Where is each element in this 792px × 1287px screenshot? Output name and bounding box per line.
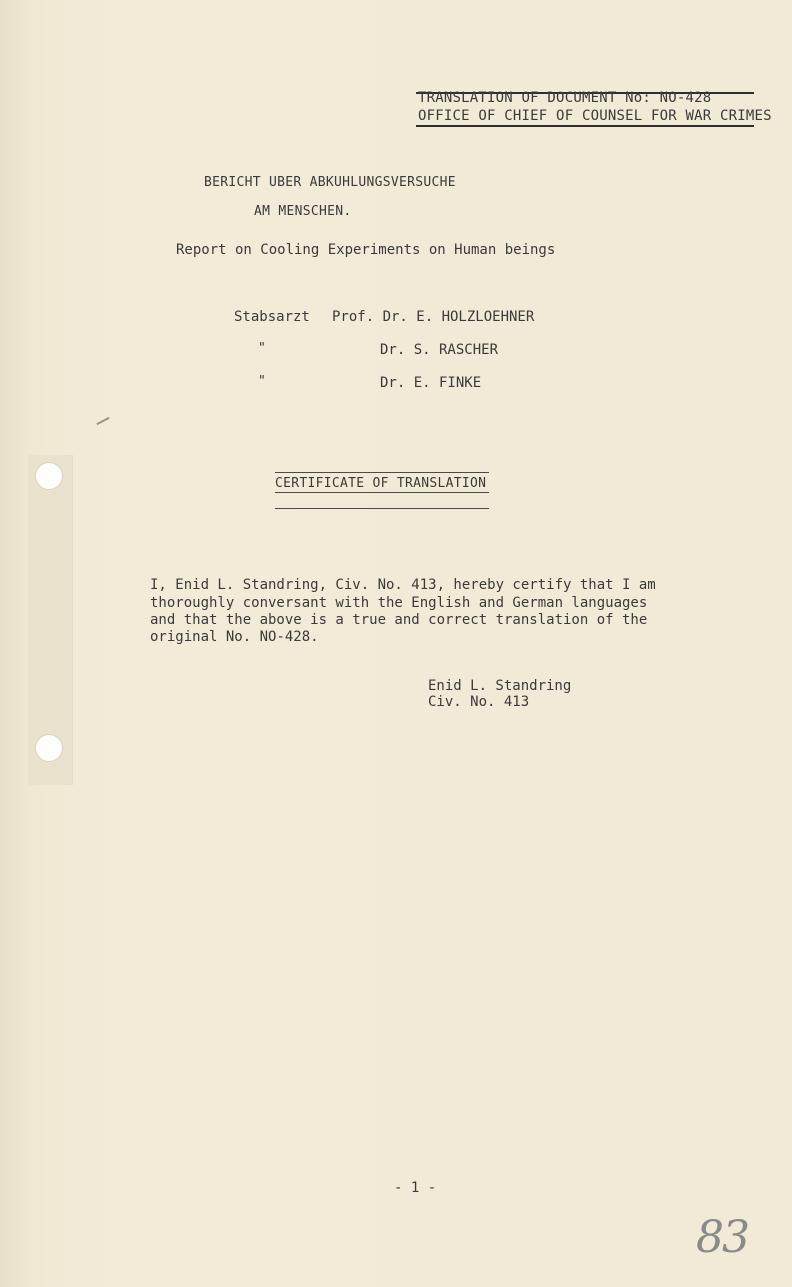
author-name: Dr. S. RASCHER	[380, 342, 499, 358]
punch-hole	[35, 734, 63, 762]
certificate-body-line: I, Enid L. Standring, Civ. No. 413, hereby certify that I am	[150, 577, 656, 593]
certificate-body-line: and that the above is a true and correct translation of the	[150, 612, 648, 628]
german-title-line-2: AM MENSCHEN.	[254, 204, 352, 219]
german-title-line-1: BERICHT UBER ABKUHLUNGSVERSUCHE	[204, 175, 456, 190]
ditto-mark: "	[258, 374, 266, 389]
ditto-mark: "	[258, 341, 266, 356]
certificate-rule	[275, 492, 489, 493]
author-name: Prof. Dr. E. HOLZLOEHNER	[332, 309, 535, 325]
header-rule	[416, 125, 754, 127]
certificate-title: CERTIFICATE OF TRANSLATION	[275, 476, 487, 491]
stray-mark	[96, 417, 109, 425]
punch-hole	[35, 462, 63, 490]
page-number: - 1 -	[394, 1180, 437, 1196]
header-document-number: TRANSLATION OF DOCUMENT No: NO-428	[418, 90, 712, 106]
author-name: Dr. E. FINKE	[380, 375, 482, 391]
signature-name: Enid L. Standring	[428, 678, 572, 694]
signature-civ-number: Civ. No. 413	[428, 694, 530, 710]
english-title: Report on Cooling Experiments on Human beings	[176, 242, 556, 258]
header-office: OFFICE OF CHIEF OF COUNSEL FOR WAR CRIMES	[418, 108, 772, 124]
certificate-rule	[275, 508, 489, 509]
author-role: Stabsarzt	[234, 309, 310, 325]
certificate-rule	[275, 472, 489, 473]
certificate-body-line: original No. NO-428.	[150, 629, 319, 645]
handwritten-page-number: 83	[696, 1212, 748, 1263]
certificate-body-line: thoroughly conversant with the English and German languages	[150, 595, 648, 611]
